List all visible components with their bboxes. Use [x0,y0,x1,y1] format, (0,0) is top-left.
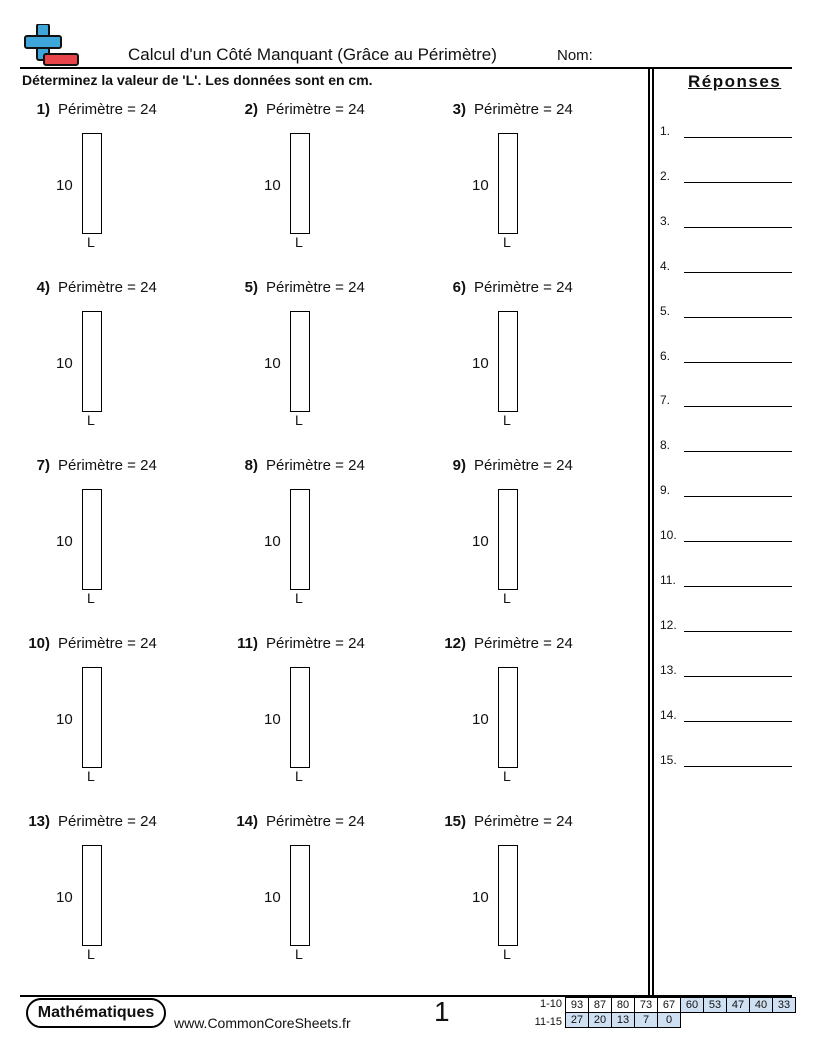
answer-number: 1. [660,124,671,138]
problem-item [20,635,220,795]
unknown-side-label: L [87,590,95,606]
unknown-side-label: L [295,590,303,606]
answer-number: 8. [660,438,671,453]
rectangle-shape [498,489,518,590]
score-row-label: 11-15 [534,1016,562,1028]
problem-item [228,279,428,439]
side-length: 10 [264,533,281,550]
score-cell: 40 [750,998,773,1013]
answer-blank[interactable] [684,451,792,452]
problem-number: 1) [36,101,50,118]
rectangle-shape [498,311,518,412]
problem-number: 15) [444,813,466,830]
unknown-side-label: L [503,768,511,784]
score-cell: 33 [773,998,796,1013]
problem-item [20,457,220,617]
answer-row [660,663,794,683]
problem-item [436,279,636,439]
answer-number: 15. [660,752,677,767]
problem-number: 10) [28,635,50,652]
score-cell: 13 [612,1013,635,1028]
problem-item [436,813,636,973]
problem-perimeter: Périmètre = 24 [474,101,573,118]
score-cell: 73 [635,998,658,1013]
score-cell: 60 [681,998,704,1013]
answer-row [660,753,794,773]
score-cell: 7 [635,1013,658,1028]
rectangle-shape [290,133,310,234]
problem-perimeter: Périmètre = 24 [266,279,365,296]
answer-blank[interactable] [684,227,792,228]
rectangle-shape [290,845,310,946]
score-cell: 20 [589,1013,612,1028]
answer-blank[interactable] [684,406,792,407]
unknown-side-label: L [503,412,511,428]
answer-blank[interactable] [684,317,792,318]
problem-perimeter: Périmètre = 24 [58,457,157,474]
problem-item [20,813,220,973]
answers-heading: Réponses [688,72,782,91]
answer-row [660,169,794,189]
rectangle-shape [82,845,102,946]
column-divider [652,68,654,995]
side-length: 10 [56,355,73,372]
unknown-side-label: L [503,590,511,606]
score-cell: 67 [658,998,681,1013]
problem-perimeter: Périmètre = 24 [58,101,157,118]
score-row-label: 1-10 [539,998,562,1010]
problem-item [436,101,636,261]
problem-perimeter: Périmètre = 24 [266,457,365,474]
problem-item [436,457,636,617]
problem-number: 11) [237,635,258,652]
problem-number: 9) [452,457,466,474]
answer-number: 7. [660,393,671,408]
answer-row [660,214,794,234]
header-divider [20,67,792,69]
score-cell: 47 [727,998,750,1013]
problem-perimeter: Périmètre = 24 [474,813,573,830]
unknown-side-label: L [503,234,511,250]
problem-perimeter: Périmètre = 24 [58,813,157,830]
answer-blank[interactable] [684,137,792,138]
answer-row [660,618,794,638]
answer-row [660,259,794,279]
answer-row [660,124,794,144]
logo-plus-minus-icon [24,24,80,68]
problem-number: 8) [244,457,258,474]
unknown-side-label: L [295,946,303,962]
side-length: 10 [472,889,489,906]
side-length: 10 [56,889,73,906]
problem-number: 6) [452,279,466,296]
problem-item [228,813,428,973]
answer-number: 11. [660,573,676,587]
answer-blank[interactable] [684,631,792,632]
answer-blank[interactable] [684,541,792,542]
rectangle-shape [498,845,518,946]
problem-perimeter: Périmètre = 24 [266,635,365,652]
answer-number: 3. [660,213,671,228]
answer-number: 12. [660,617,677,632]
answer-number: 4. [660,258,671,273]
instructions: Déterminez la valeur de 'L'. Les données sont en cm. [22,72,373,88]
side-length: 10 [56,533,73,550]
side-length: 10 [472,533,489,550]
rectangle-shape [82,489,102,590]
rectangle-shape [82,667,102,768]
rectangle-shape [498,133,518,234]
problem-number: 7) [36,457,50,474]
problem-perimeter: Périmètre = 24 [266,813,365,830]
rectangle-shape [290,667,310,768]
score-cell: 0 [658,1013,681,1028]
answer-row [660,438,794,458]
problem-item [228,635,428,795]
problem-item [20,101,220,261]
rectangle-shape [498,667,518,768]
side-length: 10 [56,177,73,194]
answer-row [660,393,794,413]
problem-number: 13) [28,813,50,830]
answer-number: 9. [660,483,671,498]
unknown-side-label: L [295,234,303,250]
side-length: 10 [264,711,281,728]
problem-number: 3) [452,101,466,118]
answer-blank[interactable] [684,676,792,677]
answer-number: 10. [660,528,677,543]
answer-row [660,349,794,369]
unknown-side-label: L [87,412,95,428]
problem-item [436,635,636,795]
rectangle-shape [290,489,310,590]
answer-blank[interactable] [684,496,792,497]
problem-perimeter: Périmètre = 24 [58,279,157,296]
answer-number: 6. [660,348,671,363]
side-length: 10 [472,177,489,194]
rectangle-shape [82,133,102,234]
side-length: 10 [264,177,281,194]
answer-blank[interactable] [684,721,792,722]
problem-perimeter: Périmètre = 24 [474,279,573,296]
score-cell: 93 [566,998,589,1013]
problem-number: 4) [36,279,50,296]
problem-perimeter: Périmètre = 24 [474,457,573,474]
score-cell: 27 [566,1013,589,1028]
page-number: 1 [434,996,450,1027]
problem-number: 12) [444,635,466,652]
problem-perimeter: Périmètre = 24 [474,635,573,652]
problem-perimeter: Périmètre = 24 [58,635,157,652]
answer-blank[interactable] [684,362,792,363]
subject-badge: Mathématiques [26,998,166,1028]
answer-number: 2. [660,168,671,183]
problem-item [228,101,428,261]
column-divider [648,68,650,995]
answer-blank[interactable] [684,766,792,767]
side-length: 10 [264,889,281,906]
unknown-side-label: L [87,768,95,784]
site-url: www.CommonCoreSheets.fr [174,1015,351,1031]
rectangle-shape [290,311,310,412]
answer-blank[interactable] [684,586,792,587]
unknown-side-label: L [87,946,95,962]
score-cell: 87 [589,998,612,1013]
unknown-side-label: L [87,234,95,250]
side-length: 10 [56,711,73,728]
rectangle-shape [82,311,102,412]
score-cell: 80 [612,998,635,1013]
answer-number: 14. [660,707,677,722]
answer-row [660,573,794,593]
problem-item [20,279,220,439]
page-title: Calcul d'un Côté Manquant (Grâce au Périmètre) [128,45,497,64]
answer-row [660,528,794,548]
problem-item [228,457,428,617]
side-length: 10 [264,355,281,372]
score-grid [565,997,796,1028]
problem-number: 5) [244,279,258,296]
answer-row [660,304,794,324]
name-label: Nom: [557,47,593,64]
side-length: 10 [472,711,489,728]
answer-row [660,708,794,728]
problem-number: 14) [236,813,258,830]
unknown-side-label: L [295,768,303,784]
problem-perimeter: Périmètre = 24 [266,101,365,118]
score-cell: 53 [704,998,727,1013]
unknown-side-label: L [295,412,303,428]
answer-blank[interactable] [684,272,792,273]
answer-row [660,483,794,503]
answer-blank[interactable] [684,182,792,183]
problem-number: 2) [244,101,258,118]
side-length: 10 [472,355,489,372]
answer-number: 5. [660,303,671,318]
unknown-side-label: L [503,946,511,962]
answer-number: 13. [660,662,677,677]
